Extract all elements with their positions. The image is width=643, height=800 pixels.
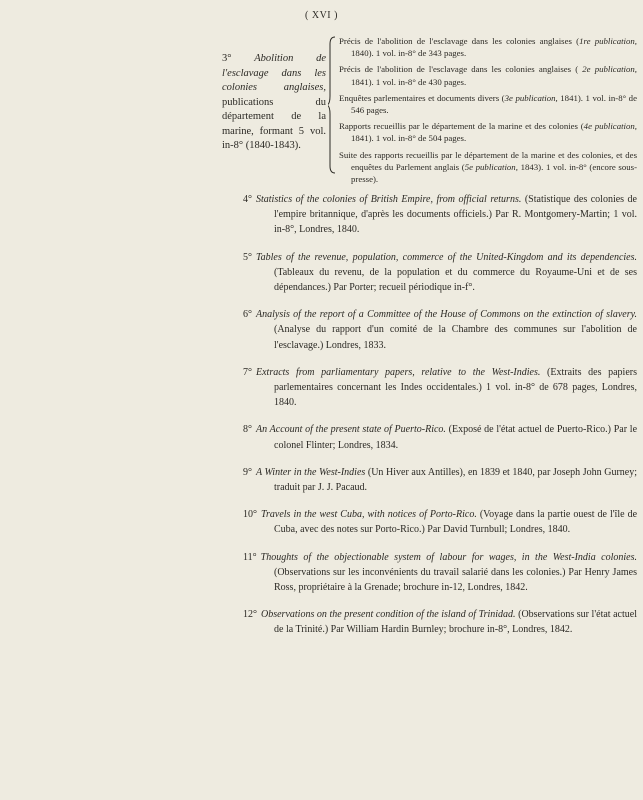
entry-number: 6° (243, 309, 252, 321)
bibliography-entry (243, 422, 637, 452)
entry-number: 12° (243, 609, 257, 621)
sublist-item-publication: 5e publication, (464, 161, 518, 172)
entry-number: 4° (243, 194, 252, 205)
bibliography-entry (243, 250, 637, 296)
bibliography-entry (243, 507, 637, 537)
sublist-item-publication: 4e publication, (583, 121, 637, 132)
entry-details: (Un Hiver aux Antilles), en 1839 et 1840, par Joseph John Gurney; traduit par J. J. Pacaud. (274, 466, 637, 494)
item-3-sublist (339, 35, 637, 189)
entry-number: 10° (243, 509, 257, 521)
entry-number: 7° (243, 366, 252, 378)
sublist-item-text: Rapports recueillis par le département de la marine et des colonies ( (339, 121, 584, 132)
sublist-item-publication: 2e publication, (582, 64, 637, 75)
entry-number: 9° (243, 466, 252, 478)
entry-details: (Analyse du rapport d'un comité de la Chambre des communes sur l'abolition de l'esclavage.) Londres, 1833. (274, 324, 637, 351)
sublist-item-details: 1840). 1 vol. in-8° de 343 pages. (351, 48, 467, 59)
sublist-item-text: Enquêtes parlementaires et documents divers ( (339, 92, 505, 103)
sublist-item (339, 92, 637, 116)
sublist-item-text: Suite des rapports recueillis par le département de la marine et des colonies, et des enquêtes du Parlement anglais ( (339, 149, 637, 172)
bibliography-entry (243, 307, 637, 353)
bibliography-entry (243, 365, 637, 411)
page-number: ( XVI ) (305, 10, 338, 21)
entry-title: Statistics of the colonies of British Empire, from official returns. (256, 194, 522, 205)
entry-title: Observations on the present condition of the island of Trinidad. (261, 609, 516, 621)
entry-number: 5° (243, 251, 252, 263)
sublist-item (339, 35, 637, 59)
entry-details: (Tableaux du revenu, de la population et du commerce du Royaume-Uni et de ses dépendances.) Par Porter; recueil périodique in-f°. (274, 266, 637, 294)
sublist-item-details: 1841). 1 vol. in-8° de 504 pages. (351, 133, 467, 144)
entry-title: Thoughts of the objectionable system of labour for wages, in the West-India colonies. (260, 551, 637, 563)
entry-details: (Observations sur l'état actuel de la Trinité.) Par William Hardin Burnley; brochure in-8°, Londres, 1842. (274, 609, 637, 636)
sublist-item-details: 1841). 1 vol. in-8° de 546 pages. (351, 92, 637, 116)
sublist-item-details: 1843). 1 vol. in-8° (encore sous-presse). (351, 161, 638, 185)
sublist-item-publication: 1re publication, (579, 36, 637, 46)
item-3-number: 3° (222, 53, 232, 64)
bibliography-entry (243, 465, 637, 495)
item-3-title: Abolition de l'esclavage dans les colonies anglaises, (222, 53, 327, 93)
entry-title: A Winter in the West-Indies (256, 466, 366, 478)
entry-number: 11° (243, 551, 257, 563)
item-3-label (222, 52, 326, 154)
entry-details: (Exposé de l'état actuel de Puerto-Rico.) Par le colonel Flinter; Londres, 1834. (274, 424, 638, 451)
bibliography-entry (243, 607, 637, 637)
sublist-item (339, 120, 637, 144)
sublist-item-details: 1841). 1 vol. in-8° de 430 pages. (351, 76, 467, 87)
sublist-item-publication: 3e publication, (504, 92, 558, 103)
entry-details: (Observations sur les inconvénients du travail salarié dans les colonies.) Par Henry James Ross, propriétaire à la Grenade; brochure in-12, Londres, 1842. (274, 566, 637, 594)
bibliography-entry (243, 550, 637, 596)
entry-title: Extracts from parliamentary papers, relative to the West-Indies. (256, 366, 541, 378)
item-3-rest: publications du département de la marine, formant 5 vol. in-8° (1840-1843). (222, 96, 326, 151)
entry-details: (Statistique des colonies de l'empire britannique, d'après les documents officiels.) Par R. Montgomery-Martin; 1 vol. in-8°, Londres, 1840. (274, 194, 637, 236)
sublist-item (339, 149, 637, 186)
entry-details: (Extraits des papiers parlementaires concernant les Indes occidentales.) 1 vol. in-8° de 678 pages, Londres, 1840. (274, 366, 637, 409)
entry-title: An Account of the present state of Puerto-Rico. (256, 424, 446, 436)
entry-title: Analysis of the report of a Committee of the House of Commons on the extinction of slavery. (256, 309, 637, 321)
sublist-item-text: Précis de l'abolition de l'esclavage dans les colonies anglaises ( (339, 36, 580, 46)
entry-title: Travels in the west Cuba, with notices of Porto-Rico. (261, 509, 477, 521)
bibliography-list (243, 192, 637, 650)
entry-number: 8° (243, 424, 252, 436)
sublist-item (339, 63, 637, 87)
entry-details: (Voyage dans la partie ouest de l'île de Cuba, avec des notes sur Porto-Rico.) Par David Turnbull; Londres, 1840. (274, 509, 638, 536)
entry-title: Tables of the revenue, population, commerce of the United-Kingdom and its dependencies. (256, 251, 637, 263)
sublist-item-text: Précis de l'abolition de l'esclavage dans les colonies anglaises ( (339, 64, 583, 75)
bibliography-entry (243, 192, 637, 238)
curly-brace (328, 36, 336, 174)
